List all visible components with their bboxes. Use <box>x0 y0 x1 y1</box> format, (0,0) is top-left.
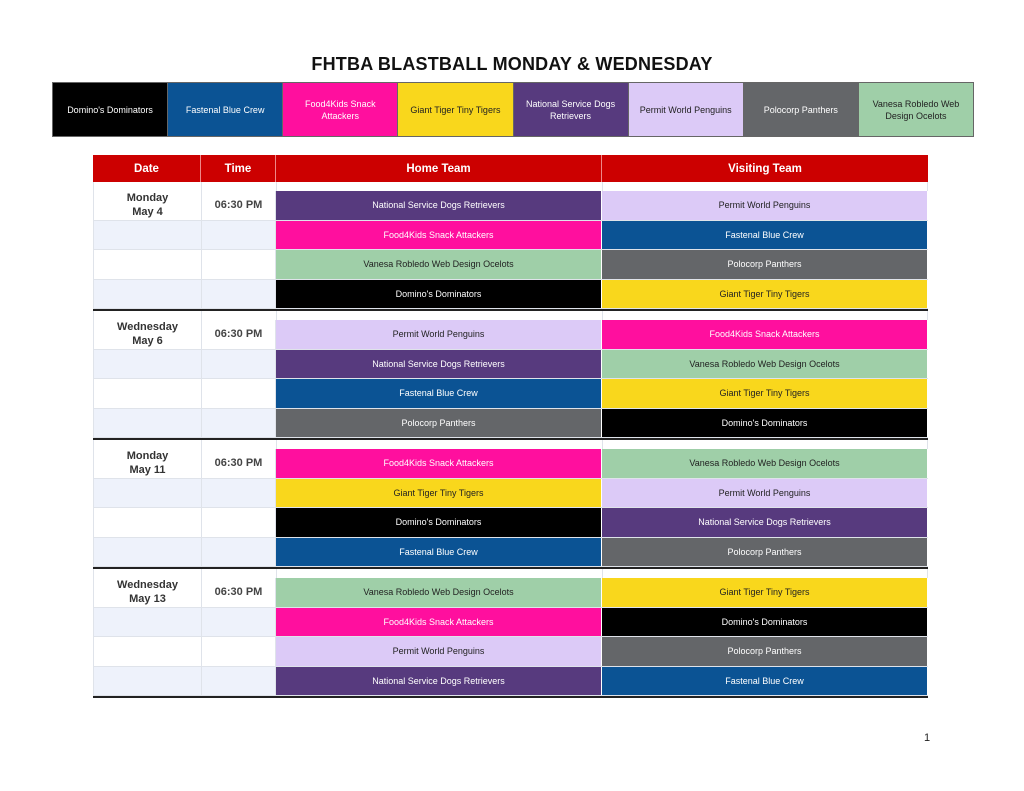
team-legend <box>52 82 974 137</box>
day-label: Monday <box>126 192 169 205</box>
home-team-cell: National Service Dogs Retrievers <box>276 350 602 379</box>
visiting-team-cell: Fastenal Blue Crew <box>602 221 928 250</box>
header-date: Date <box>93 155 201 182</box>
home-team-cell: Domino's Dominators <box>276 280 602 309</box>
home-team-cell: Vanesa Robledo Web Design Ocelots <box>276 578 602 607</box>
visiting-team-cell: Giant Tiger Tiny Tigers <box>602 578 928 607</box>
week-spacer <box>93 311 928 320</box>
date-cell <box>93 221 201 250</box>
visiting-team-cell: Polocorp Panthers <box>602 637 928 666</box>
visiting-team-cell: Giant Tiger Tiny Tigers <box>602 379 928 408</box>
date-cell <box>93 350 201 379</box>
date-cell <box>93 538 201 567</box>
date-cell <box>93 508 201 537</box>
table-row <box>93 191 928 221</box>
date-cell <box>93 667 201 696</box>
time-cell <box>201 409 276 438</box>
home-team-cell: Permit World Penguins <box>276 637 602 666</box>
home-team-cell: Giant Tiger Tiny Tigers <box>276 479 602 508</box>
date-label: May 6 <box>132 335 163 348</box>
visiting-team-cell: Vanesa Robledo Web Design Ocelots <box>602 449 928 478</box>
week-block <box>93 449 928 569</box>
visiting-team-cell: Permit World Penguins <box>602 191 928 220</box>
week-spacer <box>93 569 928 578</box>
date-cell <box>93 409 201 438</box>
home-team-cell: National Service Dogs Retrievers <box>276 191 602 220</box>
legend-chip-polocorp: Polocorp Panthers <box>744 83 859 136</box>
home-team-cell: Polocorp Panthers <box>276 409 602 438</box>
table-row <box>93 409 928 439</box>
week-block <box>93 578 928 698</box>
legend-chip-permit: Permit World Penguins <box>629 83 744 136</box>
table-row <box>93 538 928 568</box>
home-team-cell: Fastenal Blue Crew <box>276 538 602 567</box>
visiting-team-cell: Domino's Dominators <box>602 608 928 637</box>
visiting-team-cell: Permit World Penguins <box>602 479 928 508</box>
date-label: May 13 <box>129 593 166 606</box>
date-cell <box>93 280 201 309</box>
time-cell <box>201 221 276 250</box>
date-cell <box>93 449 201 478</box>
table-row <box>93 608 928 638</box>
table-row <box>93 320 928 350</box>
time-cell <box>201 508 276 537</box>
header-home-team: Home Team <box>276 155 602 182</box>
time-cell <box>201 667 276 696</box>
home-team-cell: Permit World Penguins <box>276 320 602 349</box>
week-spacer <box>93 182 928 191</box>
day-label: Wednesday <box>117 579 178 592</box>
time-cell <box>201 350 276 379</box>
date-label: May 11 <box>129 464 166 477</box>
header-time: Time <box>201 155 276 182</box>
time-cell: 06:30 PM <box>201 449 276 478</box>
schedule-table <box>93 155 928 698</box>
table-row <box>93 280 928 310</box>
date-cell <box>93 379 201 408</box>
day-label: Wednesday <box>117 321 178 334</box>
visiting-team-cell: National Service Dogs Retrievers <box>602 508 928 537</box>
time-cell: 06:30 PM <box>201 191 276 220</box>
time-cell: 06:30 PM <box>201 320 276 349</box>
time-cell <box>201 608 276 637</box>
date-cell <box>93 608 201 637</box>
date-cell <box>93 191 201 220</box>
time-cell <box>201 637 276 666</box>
time-cell <box>201 379 276 408</box>
week-spacer <box>93 440 928 449</box>
legend-chip-food4kids: Food4Kids Snack Attackers <box>283 83 398 136</box>
day-label: Monday <box>126 450 169 463</box>
table-row <box>93 667 928 697</box>
legend-chip-giant: Giant Tiger Tiny Tigers <box>398 83 513 136</box>
home-team-cell: Fastenal Blue Crew <box>276 379 602 408</box>
week-block <box>93 320 928 440</box>
table-row <box>93 250 928 280</box>
date-cell <box>93 578 201 607</box>
visiting-team-cell: Giant Tiger Tiny Tigers <box>602 280 928 309</box>
home-team-cell: Domino's Dominators <box>276 508 602 537</box>
visiting-team-cell: Domino's Dominators <box>602 409 928 438</box>
time-cell <box>201 479 276 508</box>
visiting-team-cell: Fastenal Blue Crew <box>602 667 928 696</box>
home-team-cell: Vanesa Robledo Web Design Ocelots <box>276 250 602 279</box>
date-label: May 4 <box>132 206 163 219</box>
home-team-cell: Food4Kids Snack Attackers <box>276 221 602 250</box>
visiting-team-cell: Vanesa Robledo Web Design Ocelots <box>602 350 928 379</box>
table-row <box>93 578 928 608</box>
date-cell <box>93 250 201 279</box>
time-cell <box>201 280 276 309</box>
time-cell <box>201 250 276 279</box>
week-block <box>93 191 928 311</box>
home-team-cell: Food4Kids Snack Attackers <box>276 449 602 478</box>
header-visiting-team: Visiting Team <box>728 162 802 175</box>
table-row <box>93 350 928 380</box>
date-cell <box>93 320 201 349</box>
legend-chip-vanesa: Vanesa Robledo Web Design Ocelots <box>859 83 973 136</box>
visiting-team-cell: Food4Kids Snack Attackers <box>602 320 928 349</box>
date-cell <box>93 479 201 508</box>
home-team-cell: Food4Kids Snack Attackers <box>276 608 602 637</box>
visiting-team-cell: Polocorp Panthers <box>602 250 928 279</box>
time-cell <box>201 538 276 567</box>
table-row <box>93 508 928 538</box>
table-row <box>93 479 928 509</box>
time-cell: 06:30 PM <box>201 578 276 607</box>
table-row <box>93 637 928 667</box>
home-team-cell: National Service Dogs Retrievers <box>276 667 602 696</box>
table-header <box>93 155 928 182</box>
legend-chip-nsd: National Service Dogs Retrievers <box>514 83 629 136</box>
legend-chip-fastenal: Fastenal Blue Crew <box>168 83 283 136</box>
table-row <box>93 449 928 479</box>
page-title: FHTBA BLASTBALL MONDAY & WEDNESDAY <box>311 54 713 74</box>
visiting-team-cell: Polocorp Panthers <box>602 538 928 567</box>
date-cell <box>93 637 201 666</box>
table-row <box>93 379 928 409</box>
table-row <box>93 221 928 251</box>
legend-chip-dominos: Domino's Dominators <box>53 83 168 136</box>
page-number: 1 <box>924 732 931 744</box>
